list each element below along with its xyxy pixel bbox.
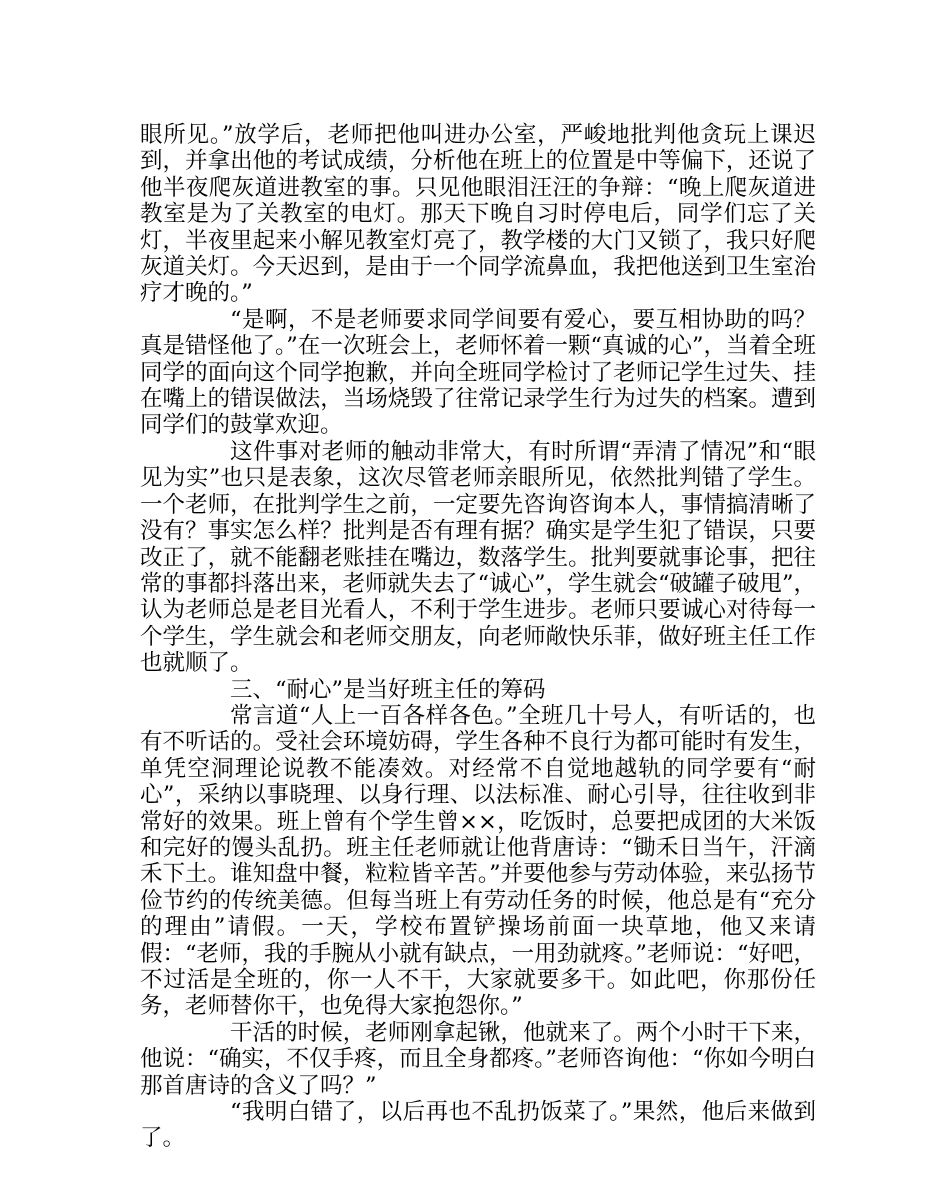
paragraph-5: 干活的时候，老师刚拿起锹，他就来了。两个小时干下来，他说：“确实，不仅手疼，而且全身都疼。”老师咨询他：“你如今明白那首唐诗的含义了吗？” [140,1019,816,1099]
paragraph-4: 常言道“人上一百各样各色。”全班几十号人，有听话的，也有不听话的。受社会环境妨碍，学生各种不良行为都可能时有发生，单凭空洞理论说教不能凑效。对经常不自觉地越轨的同学要有“耐心”，采纳以事晓理、以身行理、以法标准、耐心引导，往往收到非常好的效果。班上曾有个学生曾××，吃饭时，总要把成团的大米饭和完好的馒头乱扔。班主任老师就让他背唐诗：“锄禾日当午，汗滴禾下土。谁知盘中餐，粒粒皆辛苦。”并要他参与劳动体验，来弘扬节俭节约的传统美德。但每当班上有劳动任务的时候，他总是有“充分的理由”请假。一天，学校布置铲操场前面一块草地，他又来请假：“老师，我的手腕从小就有缺点，一用劲就疼。”老师说：“好吧，不过活是全班的，你一人不干，大家就要多干。如此吧，你那份任务，老师替你干，也免得大家抱怨你。” [140,702,816,1020]
paragraph-1: 眼所见。”放学后，老师把他叫进办公室，严峻地批判他贪玩上课迟到，并拿出他的考试成绩，分析他在班上的位置是中等偏下，还说了他半夜爬灰道进教室的事。只见他眼泪汪汪的争辩：“晚上爬灰道进教室是为了关教室的电灯。那天下晚自习时停电后，同学们忘了关灯，半夜里起来小解见教室灯亮了，教学楼的大门又锁了，我只好爬灰道关灯。今天迟到，是由于一个同学流鼻血，我把他送到卫生室治疗才晚的。” [140,122,816,307]
paragraph-6: “我明白错了，以后再也不乱扔饭菜了。”果然，他后来做到了。 [140,1099,816,1152]
document-body [140,122,816,1152]
paragraph-3: 这件事对老师的触动非常大，有时所谓“弄清了情况”和“眼见为实”也只是表象，这次尽管老师亲眼所见，依然批判错了学生。一个老师，在批判学生之前，一定要先咨询咨询本人，事情搞清晰了没有？事实怎么样？批判是否有理有据？确实是学生犯了错误，只要改正了，就不能翻老账挂在嘴边，数落学生。批判要就事论事，把往常的事都抖落出来，老师就失去了“诚心”，学生就会“破罐子破甩”，认为老师总是老目光看人，不利于学生进步。老师只要诚心对待每一个学生，学生就会和老师交朋友，向老师敞快乐菲，做好班主任工作也就顺了。 [140,438,817,677]
section-heading: 三、“耐心”是当好班主任的筹码 [230,676,546,703]
paragraph-2: “是啊，不是老师要求同学间要有爱心，要互相协助的吗？真是错怪他了。”在一次班会上，老师怀着一颗“真诚的心”，当着全班同学的面向这个同学抱歉，并向全班同学检讨了老师记学生过失、挂在嘴上的错误做法，当场烧毁了往常记录学生行为过失的档案。遭到同学们的鼓掌欢迎。 [140,306,816,439]
